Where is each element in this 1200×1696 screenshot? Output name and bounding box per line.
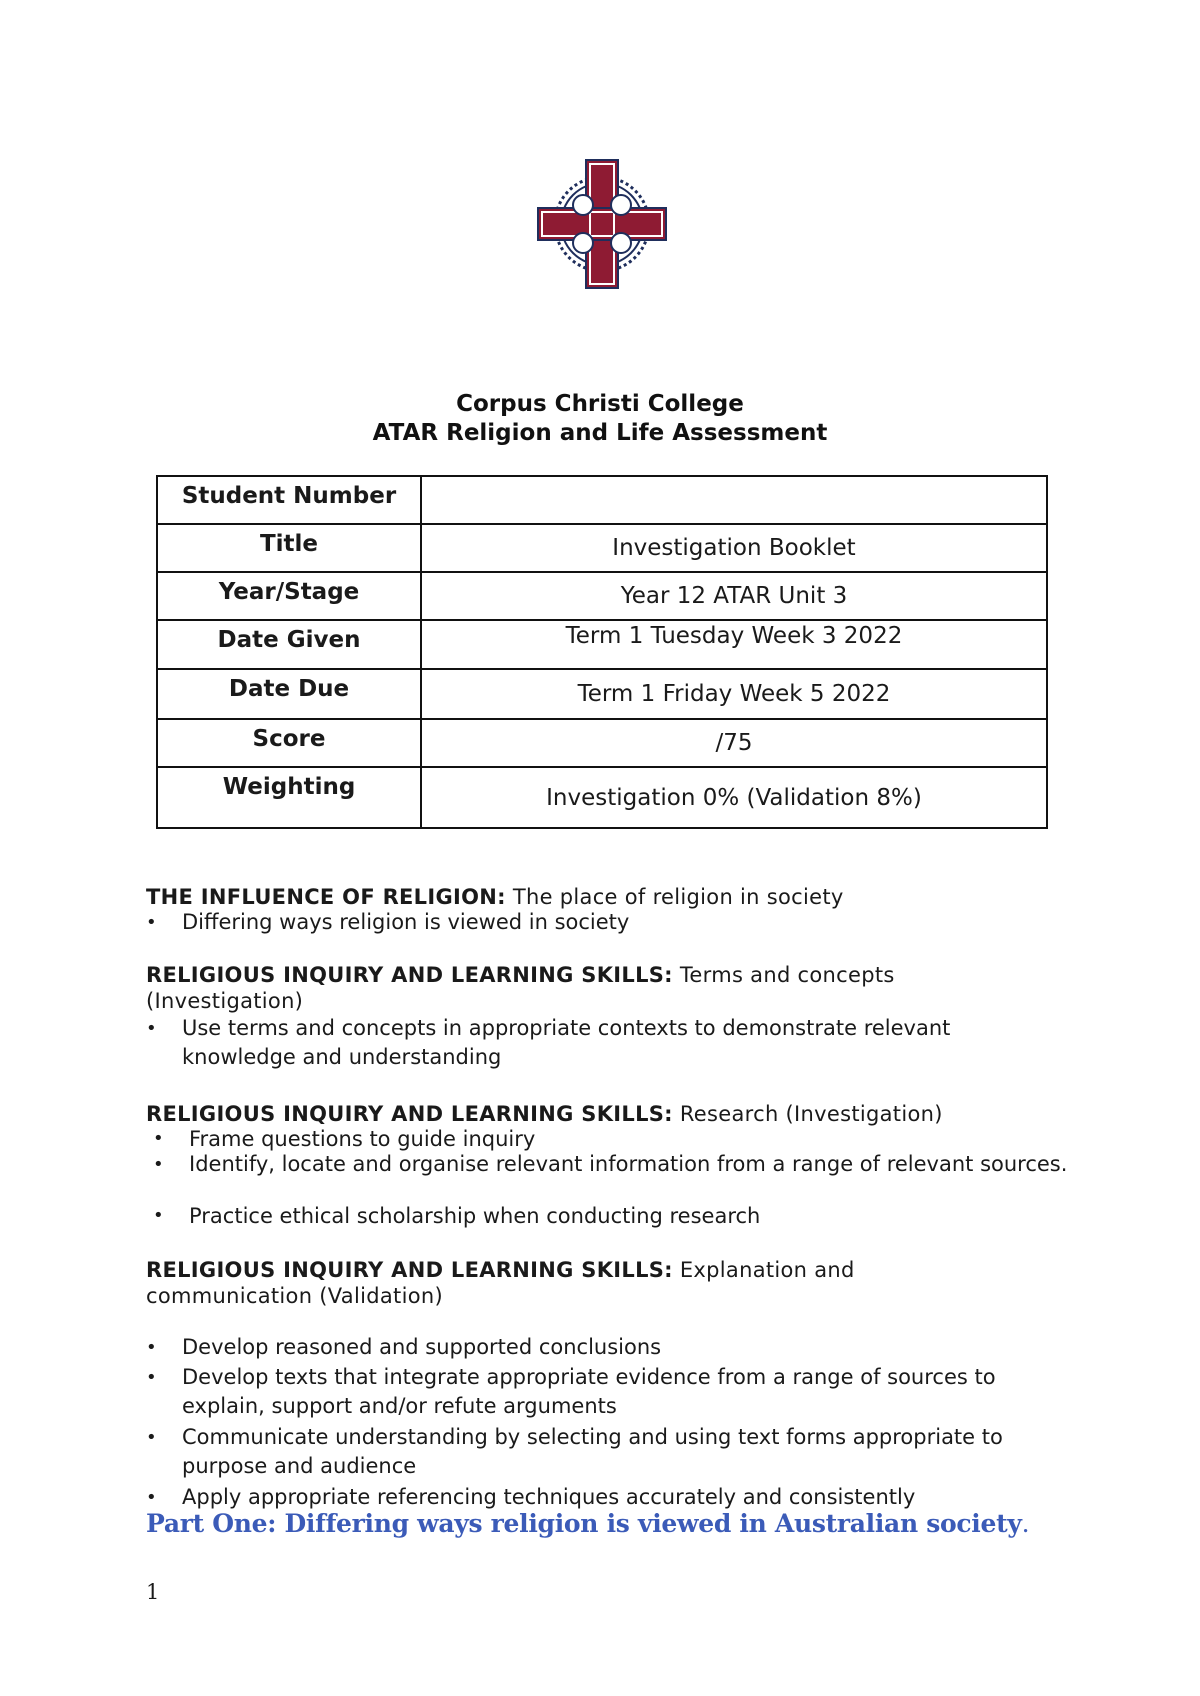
bullet-icon: • [153, 1128, 164, 1149]
list-item: • Develop texts that integrate appropriate evidence from a range of sources to explain, support and/or refute arguments [146, 1365, 996, 1418]
page-number: 1 [146, 1580, 160, 1604]
list-item: • Frame questions to guide inquiry [153, 1127, 536, 1151]
table-row [157, 524, 1047, 572]
bullet-icon: • [146, 1487, 157, 1508]
row-value-weighting: Investigation 0% (Validation 8%) [421, 767, 1047, 828]
row-value-year-stage: Year 12 ATAR Unit 3 [421, 572, 1047, 620]
row-label-title: Title [157, 524, 421, 572]
section-subheading: Research (Investigation) [679, 1102, 943, 1126]
table-row [157, 669, 1047, 719]
section-research [146, 1101, 1066, 1127]
list-item: • Practice ethical scholarship when conducting research [153, 1204, 761, 1228]
row-value-score: /75 [421, 719, 1047, 767]
bullet-icon: • [153, 1205, 164, 1226]
list-item: • Apply appropriate referencing techniques accurately and consistently [182, 1483, 1082, 1512]
section-heading: THE INFLUENCE OF RELIGION: [146, 885, 506, 909]
section-subheading: Terms and concepts (Investigation) [146, 963, 895, 1013]
part-one-title: Part One: Differing ways religion is viewed in Australian society. [146, 1509, 1030, 1538]
section-terms-and-concepts [146, 962, 946, 1014]
section-subheading: The place of religion in society [512, 885, 844, 909]
row-value-title: Investigation Booklet [421, 524, 1047, 572]
section-subheading: Explanation and communication (Validation) [146, 1258, 855, 1308]
row-label-weighting: Weighting [157, 767, 421, 828]
table-row [157, 620, 1047, 669]
list-item: • Develop reasoned and supported conclusions [182, 1333, 1082, 1362]
section-heading: RELIGIOUS INQUIRY AND LEARNING SKILLS: [146, 1102, 673, 1126]
section-explanation-and-communication [146, 1257, 926, 1309]
row-value-date-due: Term 1 Friday Week 5 2022 [421, 669, 1047, 719]
list-item: • Identify, locate and organise relevant information from a range of relevant sources. [153, 1152, 1068, 1176]
section-heading: RELIGIOUS INQUIRY AND LEARNING SKILLS: [146, 963, 673, 987]
celtic-cross-crest-icon [537, 158, 667, 290]
bullet-icon: • [153, 1154, 164, 1175]
row-label-date-due: Date Due [157, 669, 421, 719]
student-number-field[interactable] [421, 476, 1047, 524]
row-label-year-stage: Year/Stage [157, 572, 421, 620]
row-value-date-given: Term 1 Tuesday Week 3 2022 [421, 620, 1047, 669]
section-heading: RELIGIOUS INQUIRY AND LEARNING SKILLS: [146, 1258, 673, 1282]
assessment-info-table [156, 475, 1048, 829]
row-label-student-number: Student Number [157, 476, 421, 524]
table-row [157, 767, 1047, 828]
table-row [157, 572, 1047, 620]
table-row [157, 476, 1047, 524]
bullet-icon: • [146, 1427, 157, 1448]
bullet-icon: • [146, 1337, 157, 1358]
list-item: • Use terms and concepts in appropriate contexts to demonstrate relevant knowledge and understanding [146, 1016, 951, 1069]
school-name: Corpus Christi College [456, 391, 744, 417]
assessment-title: ATAR Religion and Life Assessment [372, 420, 828, 446]
row-label-score: Score [157, 719, 421, 767]
list-item: • Communicate understanding by selecting and using text forms appropriate to purpose and audience [146, 1425, 1003, 1478]
table-row [157, 719, 1047, 767]
bullet-icon: • [146, 1367, 157, 1388]
row-label-date-given: Date Given [157, 620, 421, 669]
section-influence-of-religion [146, 884, 1066, 910]
list-item: • Differing ways religion is viewed in society [182, 908, 1082, 937]
bullet-icon: • [146, 1018, 157, 1039]
bullet-icon: • [146, 912, 157, 933]
